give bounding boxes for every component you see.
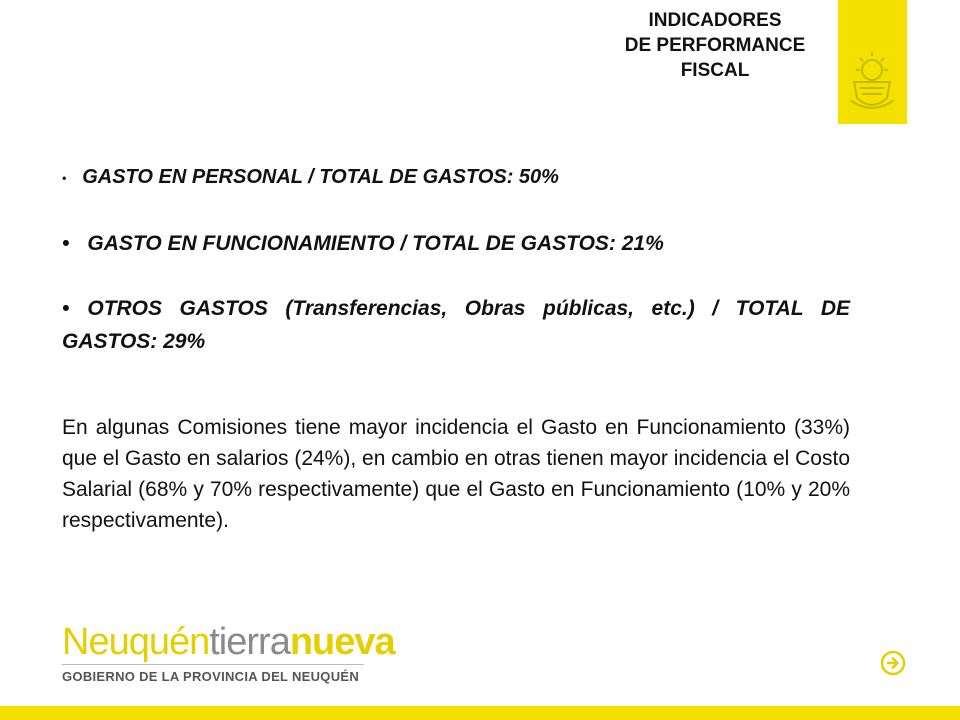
logo-subtitle: GOBIERNO DE LA PROVINCIA DEL NEUQUÉN: [62, 669, 360, 684]
list-item: [62, 232, 664, 256]
government-logo: [62, 621, 395, 684]
indicator-label: OTROS GASTOS (Transferencias, Obras públicas, etc.) / TOTAL DE GASTOS: [62, 297, 850, 353]
indicator-value: : 21%: [608, 232, 664, 255]
arrow-right-circle-icon: [880, 650, 906, 676]
logo-part-tierra: tierra: [209, 621, 290, 663]
list-item: [62, 292, 850, 358]
summary-paragraph: En algunas Comisiones tiene mayor incidencia el Gasto en Funcionamiento (33%) que el Gasto en salarios (24%), en cambio en otras tienen mayor incidencia el Costo Salarial (68% y 70% respectivamente) que el Gasto en Funcionamiento (10% y 20% respectivamente).: [62, 416, 850, 532]
title-line-2: DE PERFORMANCE: [624, 35, 806, 56]
page-title: [590, 8, 840, 83]
title-line-1: INDICADORES: [648, 10, 782, 31]
bullet-point: •: [62, 232, 70, 255]
provincial-coat-of-arms-icon: [838, 0, 907, 124]
indicator-label: GASTO EN FUNCIONAMIENTO / TOTAL DE GASTOS: [87, 232, 609, 255]
indicator-value: : 29%: [150, 330, 206, 353]
logo-wordmark: [62, 621, 395, 663]
indicator-value: : 50%: [506, 166, 559, 188]
logo-part-neuquen: Neuquén: [62, 621, 210, 663]
indicator-label: GASTO EN PERSONAL / TOTAL DE GASTOS: [82, 166, 507, 188]
list-item: [62, 166, 559, 189]
next-slide-button[interactable]: [880, 650, 906, 676]
emblem-panel: [838, 0, 907, 124]
footer-accent-bar: [0, 706, 960, 720]
bullet-point: •: [62, 297, 70, 320]
bullet-point: •: [62, 170, 67, 185]
logo-divider: [62, 664, 364, 665]
title-line-3: FISCAL: [680, 60, 750, 81]
logo-part-nueva: nueva: [289, 621, 395, 663]
